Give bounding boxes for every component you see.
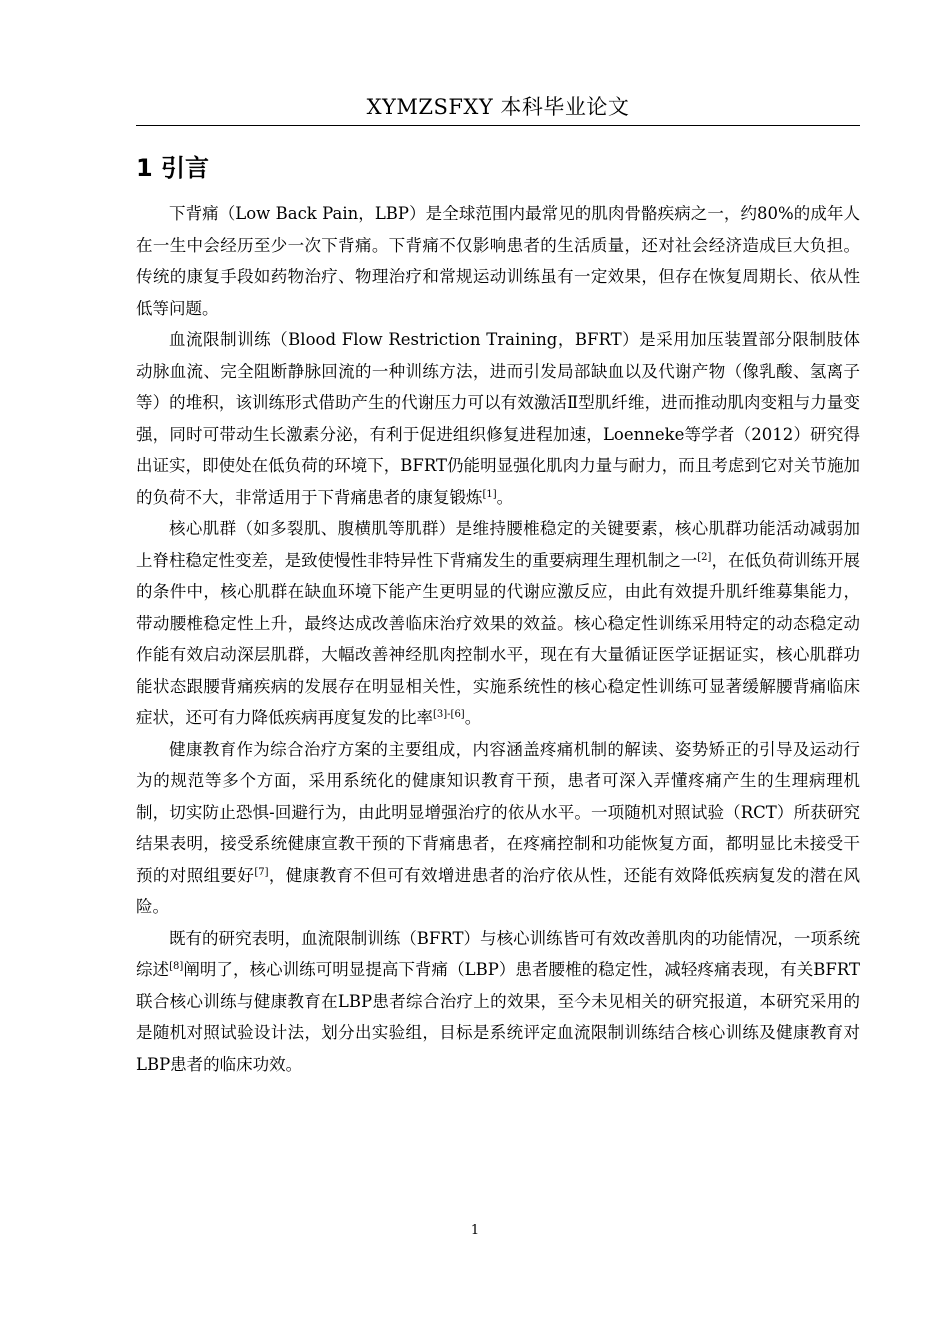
citation-8: [8] bbox=[169, 961, 184, 972]
running-header: XYMZSFXY 本科毕业论文 bbox=[366, 95, 630, 119]
paragraph-3-text: 核心肌群（如多裂肌、腹横肌等肌群）是维持腰椎稳定的关键要素，核心肌群功能活动减弱加上脊柱稳定性变差，是致使慢性非特异性下背痛发生的重要病理生理机制之一 bbox=[136, 519, 860, 570]
paragraph-2-text: 血流限制训练（Blood Flow Restriction Training，BFRT）是采用加压装置部分限制肢体动脉血流、完全阻断静脉回流的一种训练方法，进而引发局部缺血以及代谢产物（像乳酸、氢离子等）的堆积，该训练形式借助产生的代谢压力可以有效激活Ⅱ型肌纤维，进而推动肌肉变粗与力量变强，同时可带动生长激素分泌，有利于促进组织修复进程加速，Loenneke等学者（2012）研究得出证实，即使处在低负荷的环境下，BFRT仍能明显强化肌肉力量与耐力，而且考虑到它对关节施加的负荷不大，非常适用于下背痛患者的康复锻炼 bbox=[136, 330, 860, 507]
paragraph-5 bbox=[136, 923, 860, 1081]
paragraph-5-text: 既有的研究表明，血流限制训练（BFRT）与核心训练皆可有效改善肌肉的功能情况，一项系统综述 bbox=[136, 928, 860, 979]
body-text bbox=[136, 198, 860, 1080]
citation-3-6: [3]-[6] bbox=[433, 709, 465, 720]
paragraph-4-text: 健康教育作为综合治疗方案的主要组成，内容涵盖疼痛机制的解读、姿势矫正的引导及运动行为的规范等多个方面，采用系统化的健康知识教育干预，患者可深入弄懂疼痛产生的生理病理机制，切实防止恐惧-回避行为，由此明显增强治疗的依从水平。一项随机对照试验（RCT）所获研究结果表明，接受系统健康宣教干预的下背痛患者，在疼痛控制和功能恢复方面，都明显比未接受干预的对照组要好 bbox=[136, 739, 860, 885]
citation-2: [2] bbox=[697, 551, 712, 563]
citation-7: [7] bbox=[254, 866, 269, 878]
header-rule bbox=[136, 125, 860, 126]
paragraph-2 bbox=[136, 324, 860, 513]
paragraph-3-text-mid: ，在低负荷训练开展的条件中，核心肌群在缺血环境下能产生更明显的代谢应激反应，由此有效提升肌纤维募集能力，带动腰椎稳定性上升，最终达成改善临床治疗效果的效益。核心稳定性训练采用特定的动态稳定动作能有效启动深层肌群，大幅改善神经肌肉控制水平，现在有大量循证医学证据证实，核心肌群功能状态跟腰背痛疾病的发展存在明显相关性，实施系统性的核心稳定性训练可显著缓解腰背痛临床症状，还可有力降低疾病再度复发的比率 bbox=[136, 550, 861, 727]
paragraph-3-text-end: 。 bbox=[464, 708, 482, 727]
paragraph-3 bbox=[136, 513, 860, 734]
paragraph-1: 下背痛（Low Back Pain，LBP）是全球范围内最常见的肌肉骨骼疾病之一，约80%的成年人在一生中会经历至少一次下背痛。下背痛不仅影响患者的生活质量，还对社会经济造成巨大负担。传统的康复手段如药物治疗、物理治疗和常规运动训练虽有一定效果，但存在恢复周期长、依从性低等问题。 bbox=[136, 204, 860, 318]
paragraph-4-text-end: ，健康教育不但可有效增进患者的治疗依从性，还能有效降低疾病复发的潜在风险。 bbox=[136, 865, 861, 916]
section-title: 1 引言 bbox=[136, 154, 210, 182]
page-number: 1 bbox=[470, 1223, 480, 1238]
citation-1: [1] bbox=[482, 488, 497, 500]
paragraph-5-text-end: 阐明了，核心训练可明显提高下背痛（LBP）患者腰椎的稳定性，减轻疼痛表现，有关BFRT联合核心训练与健康教育在LBP患者综合治疗上的效果，至今未见相关的研究报道，本研究采用的是随机对照试验设计法，划分出实验组，目标是系统评定血流限制训练结合核心训练及健康教育对LBP患者的临床功效。 bbox=[136, 960, 861, 1074]
paragraph-2-text-end: 。 bbox=[496, 487, 514, 507]
paragraph-4 bbox=[136, 734, 860, 923]
